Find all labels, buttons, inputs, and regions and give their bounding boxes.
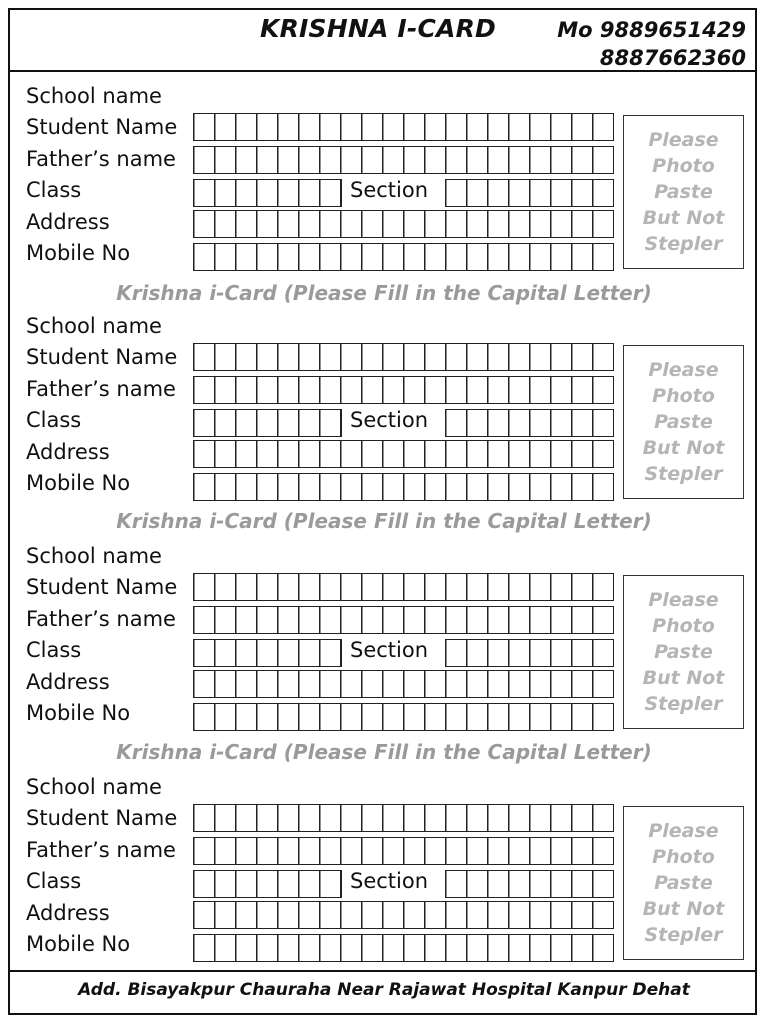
address-label: Address	[26, 670, 110, 694]
section-input[interactable]	[445, 179, 614, 207]
photo-hint-line: Photo	[652, 846, 715, 868]
class-label: Class	[26, 638, 82, 662]
mobile-number-1: Mo 9889651429	[557, 18, 746, 42]
student-name-label: Student Name	[26, 345, 178, 369]
section-label: Section	[350, 178, 429, 202]
class-label: Class	[26, 869, 82, 893]
photo-hint-line: Please	[648, 359, 719, 381]
footer-divider	[8, 970, 757, 972]
photo-hint-line: Paste	[654, 641, 713, 663]
school-name-label: School name	[26, 544, 162, 568]
class-label: Class	[26, 408, 82, 432]
fathers-name-input[interactable]	[193, 376, 614, 404]
photo-hint-line: But Not	[642, 898, 725, 920]
photo-hint-line: But Not	[642, 207, 725, 229]
card-caption: Krishna i-Card (Please Fill in the Capital Letter)	[116, 281, 652, 305]
photo-hint-line: Please	[648, 820, 719, 842]
section-input[interactable]	[445, 870, 614, 898]
school-name-label: School name	[26, 775, 162, 799]
student-name-label: Student Name	[26, 575, 178, 599]
photo-paste-box[interactable]	[623, 115, 744, 269]
fathers-name-label: Father’s name	[26, 377, 176, 401]
photo-paste-box[interactable]	[623, 806, 744, 960]
mobile-no-input[interactable]	[193, 243, 614, 271]
fathers-name-input[interactable]	[193, 606, 614, 634]
photo-hint-line: Stepler	[644, 924, 723, 946]
section-input[interactable]	[445, 409, 614, 437]
student-name-input[interactable]	[193, 804, 614, 832]
address-input[interactable]	[193, 670, 614, 698]
mobile-no-label: Mobile No	[26, 932, 131, 956]
id-card-form	[0, 310, 768, 510]
mobile-no-input[interactable]	[193, 703, 614, 731]
photo-hint-line: Please	[648, 589, 719, 611]
student-name-input[interactable]	[193, 343, 614, 371]
school-name-label: School name	[26, 84, 162, 108]
footer-address: Add. Bisayakpur Chauraha Near Rajawat Hospital Kanpur Dehat	[78, 980, 690, 1000]
section-label: Section	[350, 408, 429, 432]
student-name-input[interactable]	[193, 573, 614, 601]
mobile-no-label: Mobile No	[26, 241, 131, 265]
photo-hint-line: Paste	[654, 411, 713, 433]
photo-hint-line: Stepler	[644, 233, 723, 255]
photo-hint-line: Photo	[652, 615, 715, 637]
section-input[interactable]	[445, 639, 614, 667]
fathers-name-input[interactable]	[193, 146, 614, 174]
student-name-label: Student Name	[26, 115, 178, 139]
photo-hint-line: Stepler	[644, 693, 723, 715]
photo-hint-line: But Not	[642, 667, 725, 689]
card-caption: Krishna i-Card (Please Fill in the Capital Letter)	[116, 740, 652, 764]
class-input[interactable]	[193, 870, 342, 898]
section-label: Section	[350, 638, 429, 662]
mobile-no-label: Mobile No	[26, 471, 131, 495]
class-input[interactable]	[193, 409, 342, 437]
mobile-no-input[interactable]	[193, 473, 614, 501]
school-name-label: School name	[26, 314, 162, 338]
student-name-label: Student Name	[26, 806, 178, 830]
student-name-input[interactable]	[193, 113, 614, 141]
header-divider	[8, 70, 757, 72]
card-caption: Krishna i-Card (Please Fill in the Capital Letter)	[116, 509, 652, 533]
id-card-form	[0, 80, 768, 280]
class-label: Class	[26, 178, 82, 202]
address-input[interactable]	[193, 901, 614, 929]
photo-hint-line: Stepler	[644, 463, 723, 485]
class-input[interactable]	[193, 639, 342, 667]
address-input[interactable]	[193, 440, 614, 468]
address-label: Address	[26, 440, 110, 464]
mobile-number-2: 8887662360	[599, 46, 746, 70]
photo-hint-line: Please	[648, 129, 719, 151]
fathers-name-label: Father’s name	[26, 838, 176, 862]
fathers-name-label: Father’s name	[26, 607, 176, 631]
photo-paste-box[interactable]	[623, 345, 744, 499]
photo-hint-line: Photo	[652, 155, 715, 177]
mobile-no-input[interactable]	[193, 934, 614, 962]
photo-hint-line: Photo	[652, 385, 715, 407]
photo-hint-line: Paste	[654, 181, 713, 203]
photo-paste-box[interactable]	[623, 575, 744, 729]
id-card-form	[0, 540, 768, 740]
section-label: Section	[350, 869, 429, 893]
address-label: Address	[26, 210, 110, 234]
mobile-no-label: Mobile No	[26, 701, 131, 725]
photo-hint-line: But Not	[642, 437, 725, 459]
address-label: Address	[26, 901, 110, 925]
contact-numbers	[557, 16, 746, 72]
fathers-name-label: Father’s name	[26, 147, 176, 171]
id-card-form	[0, 771, 768, 971]
address-input[interactable]	[193, 210, 614, 238]
class-input[interactable]	[193, 179, 342, 207]
page-title: KRISHNA I-CARD	[260, 14, 497, 43]
fathers-name-input[interactable]	[193, 837, 614, 865]
photo-hint-line: Paste	[654, 872, 713, 894]
